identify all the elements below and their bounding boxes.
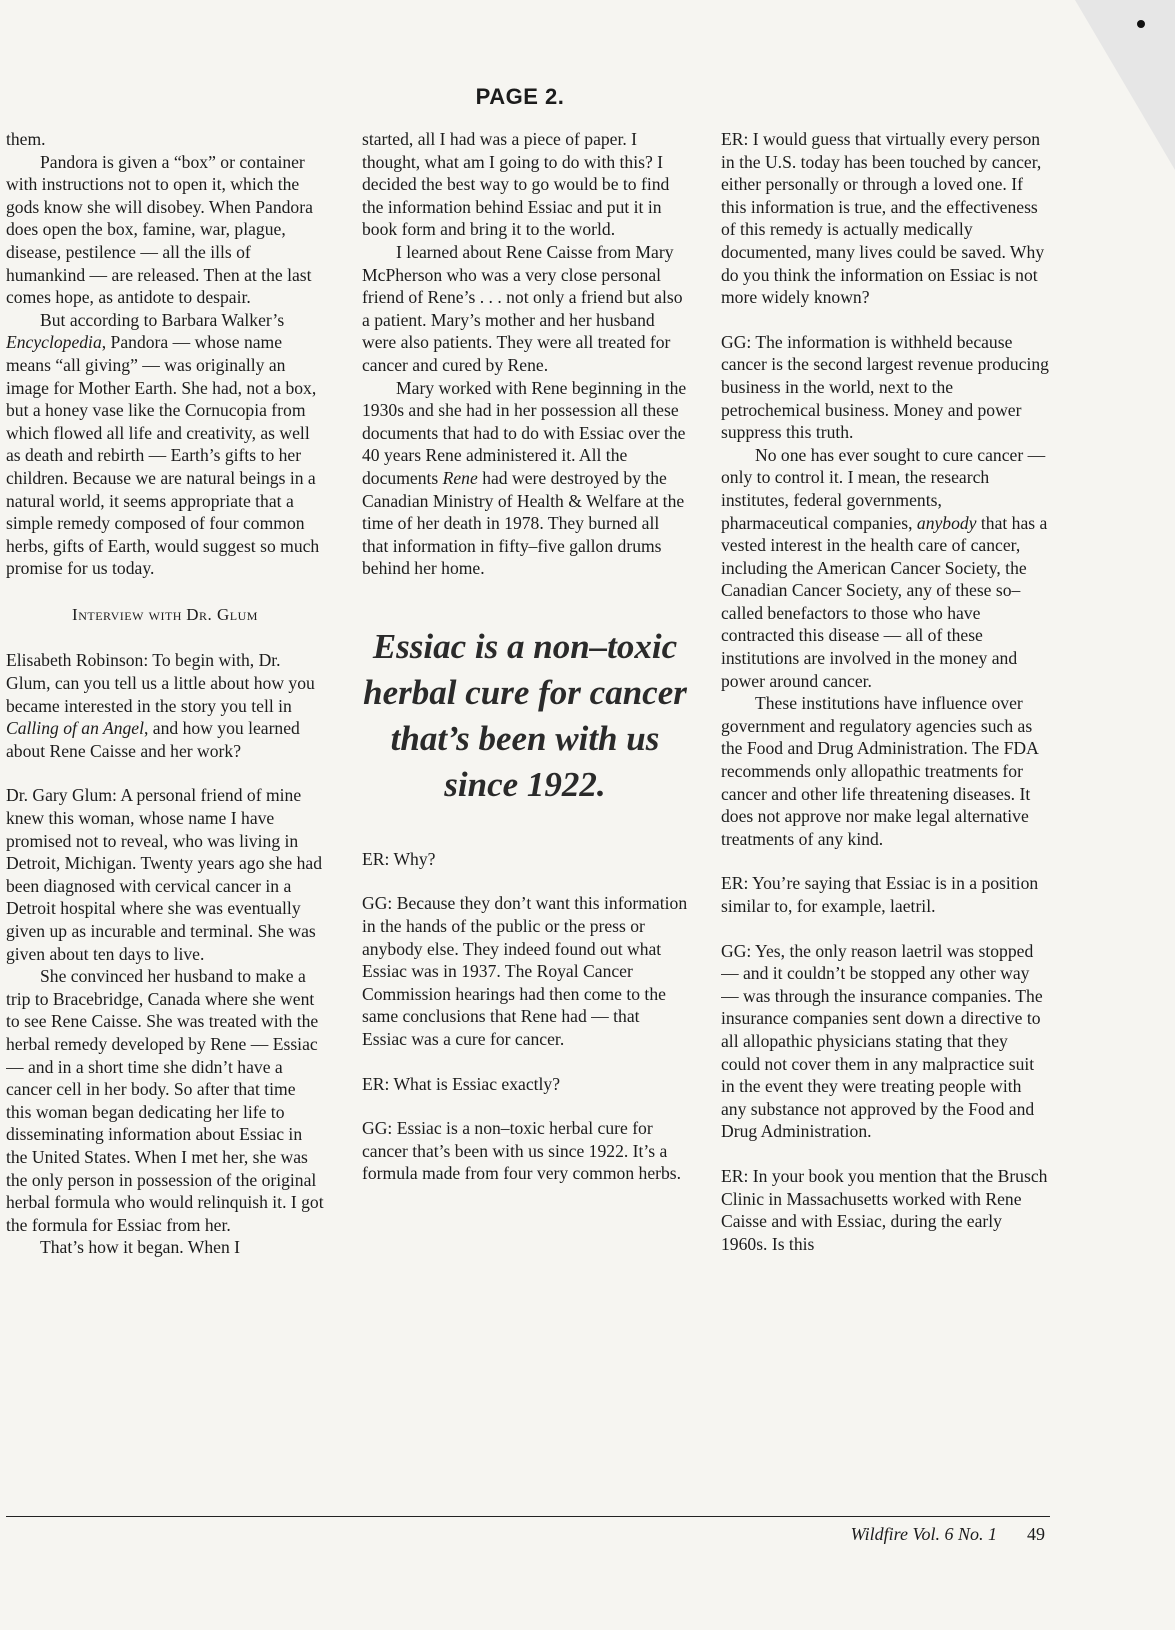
page-fold-corner xyxy=(1075,0,1175,170)
interview-question: ER: In your book you mention that the Brusch Clinic in Massachusetts worked with Rene Caisse and with Essiac, during the early 1960s. Is this xyxy=(721,1165,1048,1254)
interview-question: ER: You’re saying that Essiac is in a position similar to, for example, laetril. xyxy=(721,873,1039,916)
interview-answer: GG: Because they don’t want this information in the hands of the public or the press or anybody else. They indeed found out what Essiac was in 1937. The Royal Cancer Commission hearings had then come to the same conclusions that Rene had — that Essiac was a cure for cancer. xyxy=(362,893,688,1050)
interview-answer: Dr. Gary Glum: A personal friend of mine knew this woman, whose name I have promised not to reveal, who was living in Detroit, Michigan. Twenty years ago she had been diagnosed with cervical cancer in a Detroit hospital where she was eventually given up as incurable and terminal. She was given about ten days to live. xyxy=(6,785,323,964)
paragraph: But according to Barbara Walker’s Encyclopedia, Pandora — whose name means “all giving” — was originally an image for Mother Earth. She had, not a box, but a honey vase like the Cornucopia from which flowed all life and creativity, as well as death and rebirth — Earth’s gifts to her children. Because we are natural beings in a natural world, it seems appropriate that a simple remedy composed of four common herbs, gifts of Earth, would suggest so much promise for us today. xyxy=(6,309,320,579)
page-number: 49 xyxy=(1027,1524,1045,1544)
paragraph: Pandora is given a “box” or container with instructions not to open it, which the gods know she will disobey. When Pandora does open the box, famine, war, plague, disease, pestilence — all the ills of humankind — are released. Then at the last comes hope, as antidote to despair. xyxy=(6,151,313,308)
publication-name: Wildfire Vol. 6 No. 1 xyxy=(850,1524,997,1544)
footer-rule xyxy=(6,1516,1050,1517)
paragraph: them. xyxy=(6,129,46,149)
interview-question: ER: What is Essiac exactly? xyxy=(362,1073,561,1094)
interview-answer: GG: Essiac is a non–toxic herbal cure for cancer that’s been with us since 1922. It’s a formula made from four very common herbs. xyxy=(362,1118,682,1184)
page-title: PAGE 2. xyxy=(475,84,565,109)
paragraph: These institutions have influence over government and regulatory agencies such as the Food and Drug Administration. The FDA recommends only allopathic treatments for cancer and other life threatening diseases. It does not approve nor make legal alternative treatments of any kind. xyxy=(721,693,1038,849)
paragraph: No one has ever sought to cure cancer — only to control it. I mean, the research institutes, federal governments, pharmaceutical companies, anybody that has a vested interest in the health care of cancer, including the American Cancer Society, the Canadian Cancer Society, any of these so–called benefactors to those who have contracted this disease — all of these institutions are involved in the money and power around cancer. xyxy=(721,444,1048,691)
interview-answer: GG: The information is withheld because cancer is the second largest revenue producing business in the world, next to the petrochemical business. Money and power suppress this truth. xyxy=(721,331,1049,443)
ink-dot xyxy=(1137,20,1145,28)
pull-quote: Essiac is a non–toxic herbal cure for cancer that’s been with us since 1922. xyxy=(363,626,687,804)
paragraph: That’s how it began. When I xyxy=(40,1237,240,1258)
interview-subhead: Interview with Dr. Glum xyxy=(72,604,258,624)
interview-answer: GG: Yes, the only reason laetril was stopped — and it couldn’t be stopped any other way — was through the insurance companies. The insurance companies sent down a directive to all allopathic physicians stating that they could not cover them in any malpractice suit in the event they were treating people with any substance not approved by the Food and Drug Administration. xyxy=(721,940,1043,1142)
paragraph: Mary worked with Rene beginning in the 1930s and she had in her possession all these documents that had to do with Essiac over the 40 years Rene administered it. All the documents Rene had were destroyed by the Canadian Ministry of Health & Welfare at the time of her death in 1978. They burned all that information in fifty–five gallon drums behind her home. xyxy=(362,377,687,579)
paragraph: started, all I had was a piece of paper. I thought, what am I going to do with this? I decided the best way to go would be to find the information behind Essiac and put it in book form and bring it to the world. xyxy=(362,129,670,240)
page-footer xyxy=(851,1524,1045,1545)
column-3 xyxy=(721,128,1051,1498)
interview-question: ER: I would guess that virtually every person in the U.S. today has been touched by cancer, either personally or through a loved one. If this information is true, and the effectiveness of this remedy is actually medically documented, many lives could be saved. Why do you think the information on Essiac is not more widely known? xyxy=(721,129,1045,308)
paragraph: I learned about Rene Caisse from Mary McPherson who was a very close personal friend of Rene’s . . . not only a friend but also a patient. Mary’s mother and her husband were also patients. They were all treated for cancer and cured by Rene. xyxy=(362,241,683,375)
interview-question: ER: Why? xyxy=(362,848,436,869)
column-1 xyxy=(6,128,324,1498)
paragraph: She convinced her husband to make a trip to Bracebridge, Canada where she went to see Rene Caisse. She was treated with the herbal remedy developed by Rene — Essiac — and in a short time she didn’t have a cancer cell in her body. So after that time this woman began dedicating her life to disseminating information about Essiac in the United States. When I met her, she was the only person in possession of the original herbal formula who would relinquish it. I got the formula for Essiac from her. xyxy=(6,966,324,1235)
column-2 xyxy=(362,128,688,1498)
interview-question: Elisabeth Robinson: To begin with, Dr. Glum, can you tell us a little about how you became interested in the story you tell in Calling of an Angel, and how you learned about Rene Caisse and her work? xyxy=(6,650,315,761)
